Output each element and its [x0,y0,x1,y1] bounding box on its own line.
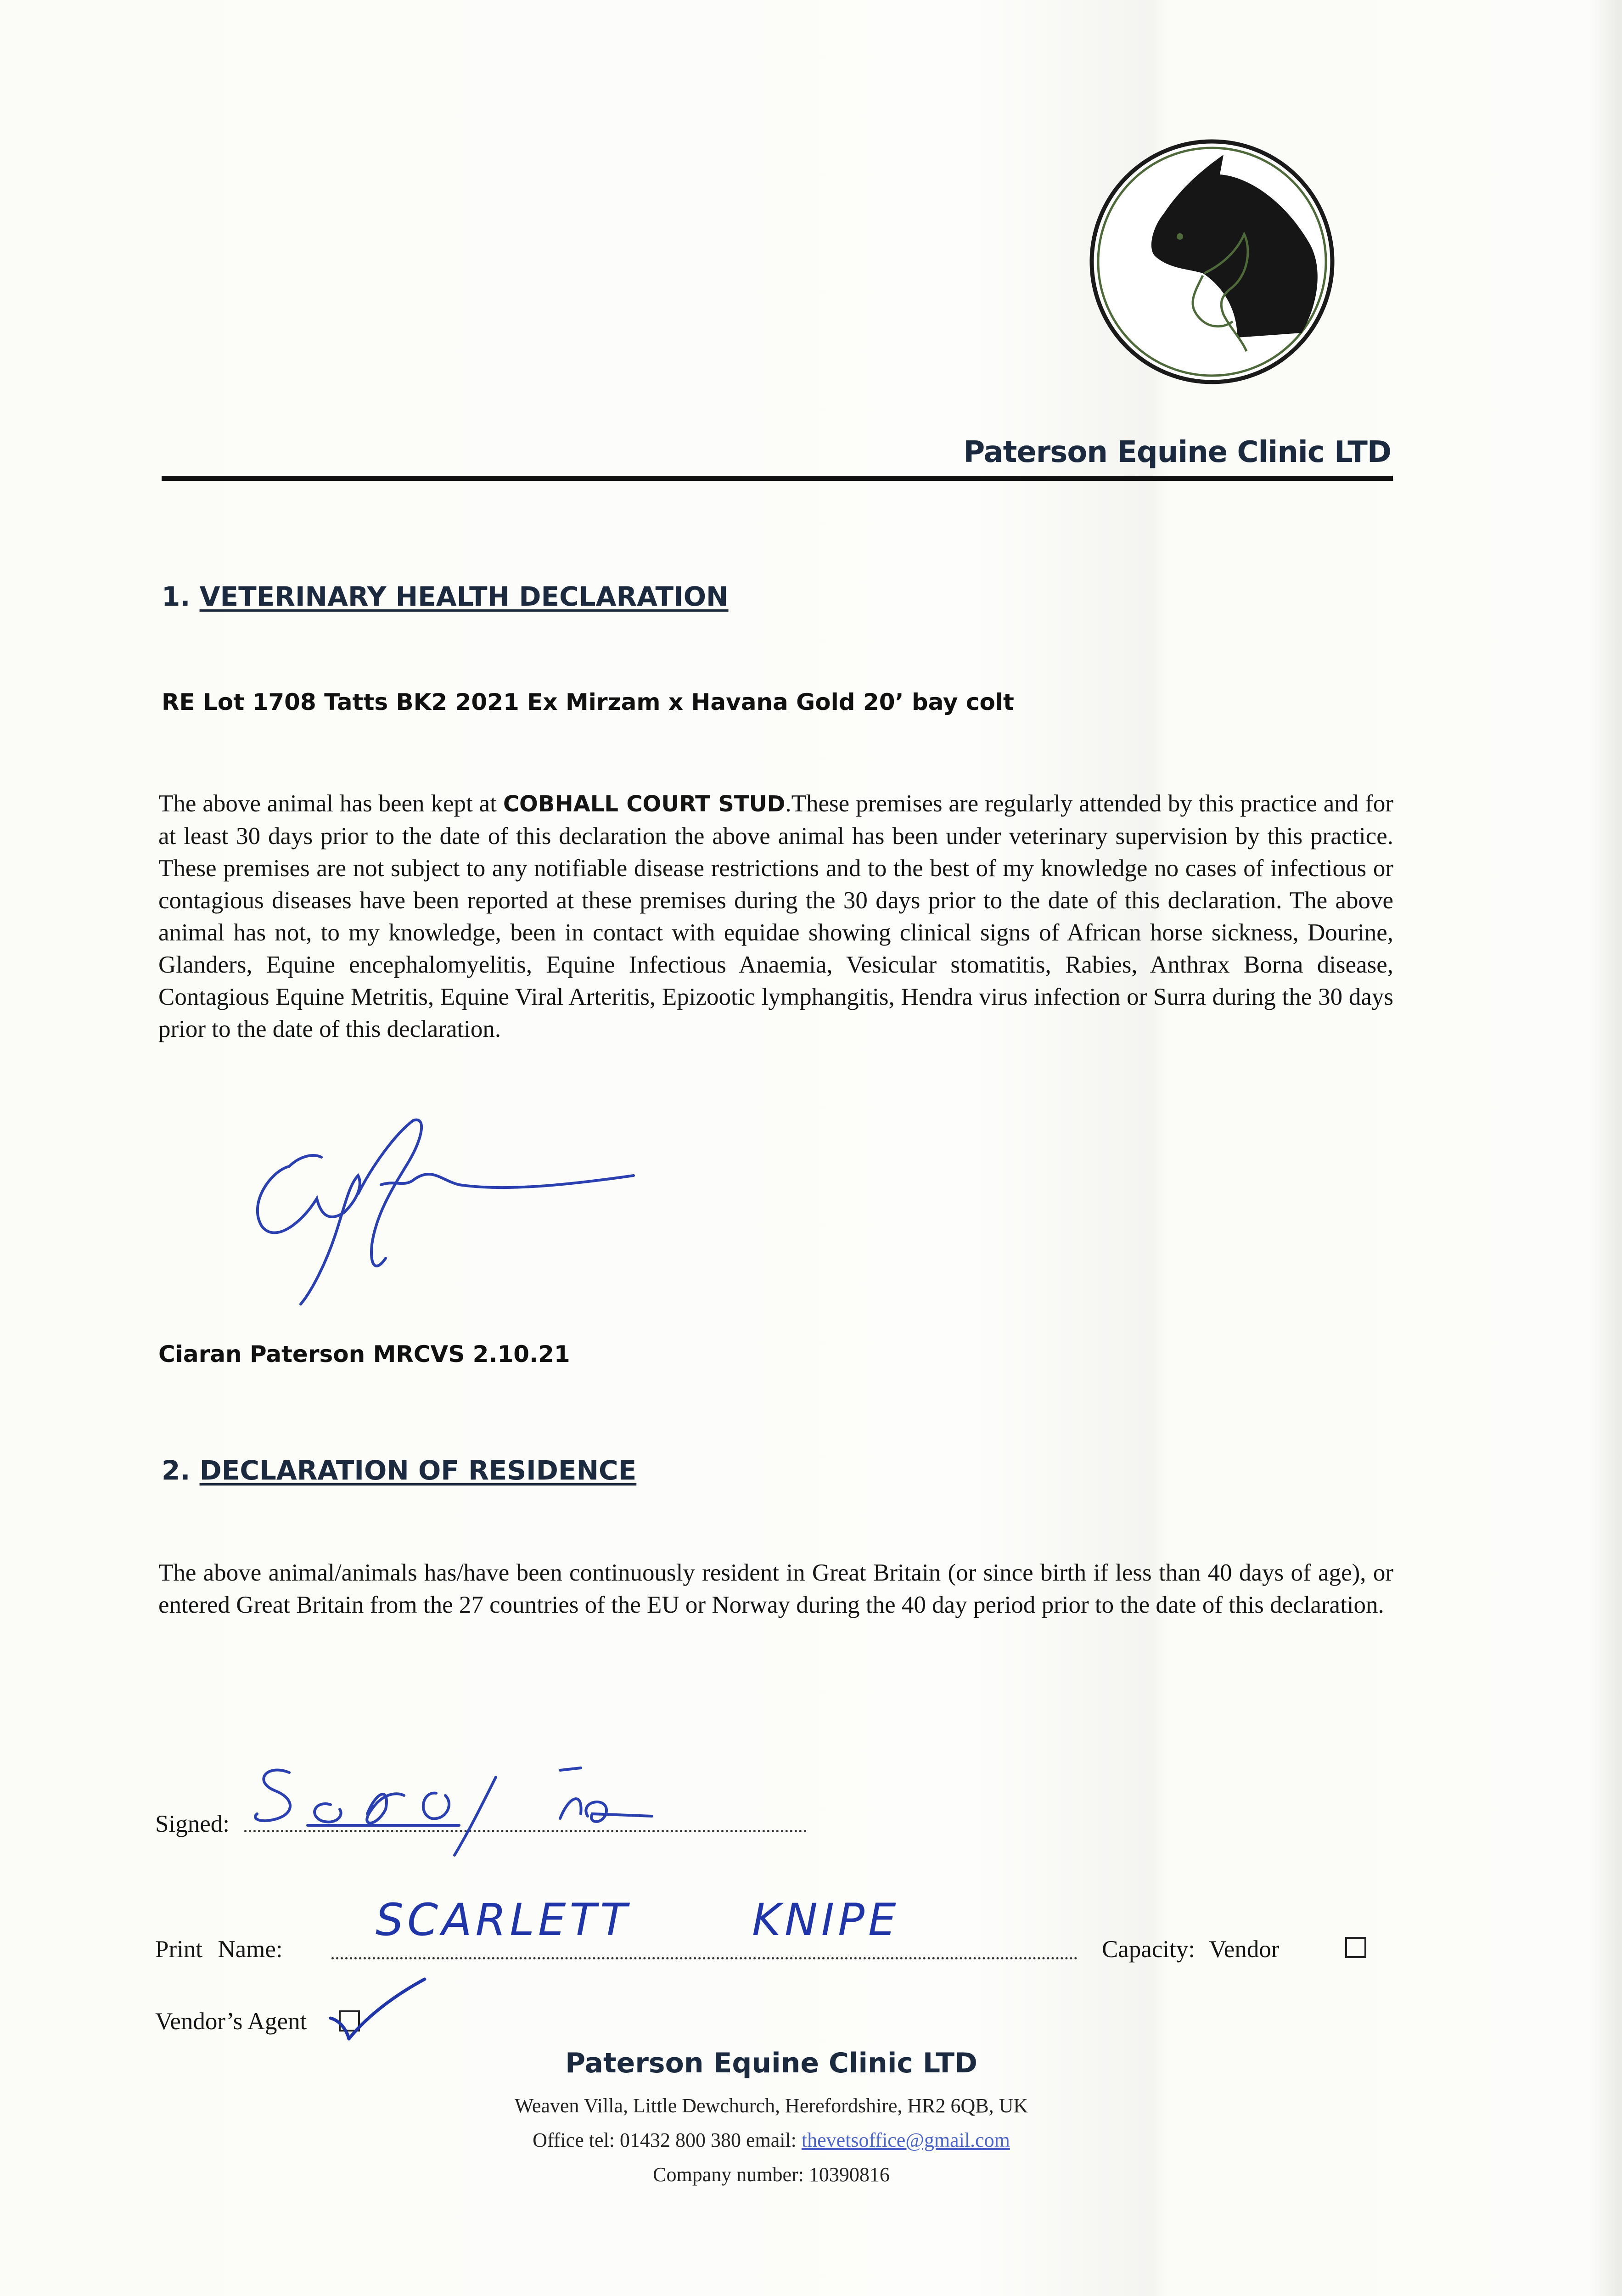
footer-email-link[interactable]: thevetsoffice@gmail.com [801,2129,1010,2151]
lot-subject-line: RE Lot 1708 Tatts BK2 2021 Ex Mirzam x Havana Gold 20’ bay colt [162,689,1014,715]
footer-company-number: Company number: 10390816 [653,2163,890,2186]
vendor-checkbox[interactable] [1345,1937,1366,1958]
capacity-vendor-label: Capacity: Vendor [1102,1936,1280,1963]
signed-label: Signed: [155,1811,230,1837]
horse-head-logo-icon [1086,135,1338,388]
header-rule [162,476,1393,481]
premises-name: COBHALL COURT STUD [503,791,786,817]
vendor-signature [239,1740,735,1860]
declaration-intro: The above animal has been kept at [158,790,503,817]
scan-edge-shadow [1590,0,1622,2296]
section2-heading [162,1455,636,1486]
section1-heading [162,581,729,612]
vendors-agent-label: Vendor’s Agent [155,2008,307,2035]
footer-clinic-name: Paterson Equine Clinic LTD [565,2047,977,2079]
section2-title: DECLARATION OF RESIDENCE [199,1455,637,1486]
health-declaration-text [158,788,1393,1045]
print-name-label: Print Name: [155,1936,283,1963]
footer-contact [376,2128,1166,2152]
vet-signature [220,1107,661,1309]
section1-number: 1. [162,581,191,612]
section2-number: 2. [162,1455,191,1486]
clinic-name-header: Paterson Equine Clinic LTD [963,435,1391,469]
checkmark-icon [321,1975,427,2048]
declaration-body: .These premises are regularly attended by this practice and for at least 30 days prior to the date of this declaration the above animal has been under veterinary supervision by this practice. These premises are not subject to any notifiable disease restrictions and to the best of my knowledge no cases of infectious or contagious diseases have been reported at these premises during the 30 days prior to the date of this declaration. The above animal has not, to my knowledge, been in contact with equidae showing clinical signs of African horse sickness, Dourine, Glanders, Equine encephalomyelitis, Equine Infectious Anaemia, Vesicular stomatitis, Rabies, Anthrax Borna disease, Contagious Equine Metritis, Equine Viral Arteritis, Epizootic lymphangitis, Hendra virus infection or Surra during the 30 days prior to the date of this declaration. [158,790,1393,1042]
footer-address: Weaven Villa, Little Dewchurch, Herefordshire, HR2 6QB, UK [514,2094,1028,2117]
residence-declaration-text: The above animal/animals has/have been continuously resident in Great Britain (or since birth if less than 40 days of age), or entered Great Britain from the 27 countries of the EU or Norway during the 40 day period prior to the date of this declaration. [158,1559,1393,1618]
section1-title: VETERINARY HEALTH DECLARATION [199,581,729,612]
print-name-line[interactable] [331,1957,1078,1959]
footer-phone: Office tel: 01432 800 380 email: [533,2129,802,2151]
print-name-last-handwritten: KNIPE [752,1894,900,1946]
print-name-first-handwritten: SCARLETT [376,1894,631,1946]
vet-signatory-name: Ciaran Paterson MRCVS 2.10.21 [158,1341,570,1367]
